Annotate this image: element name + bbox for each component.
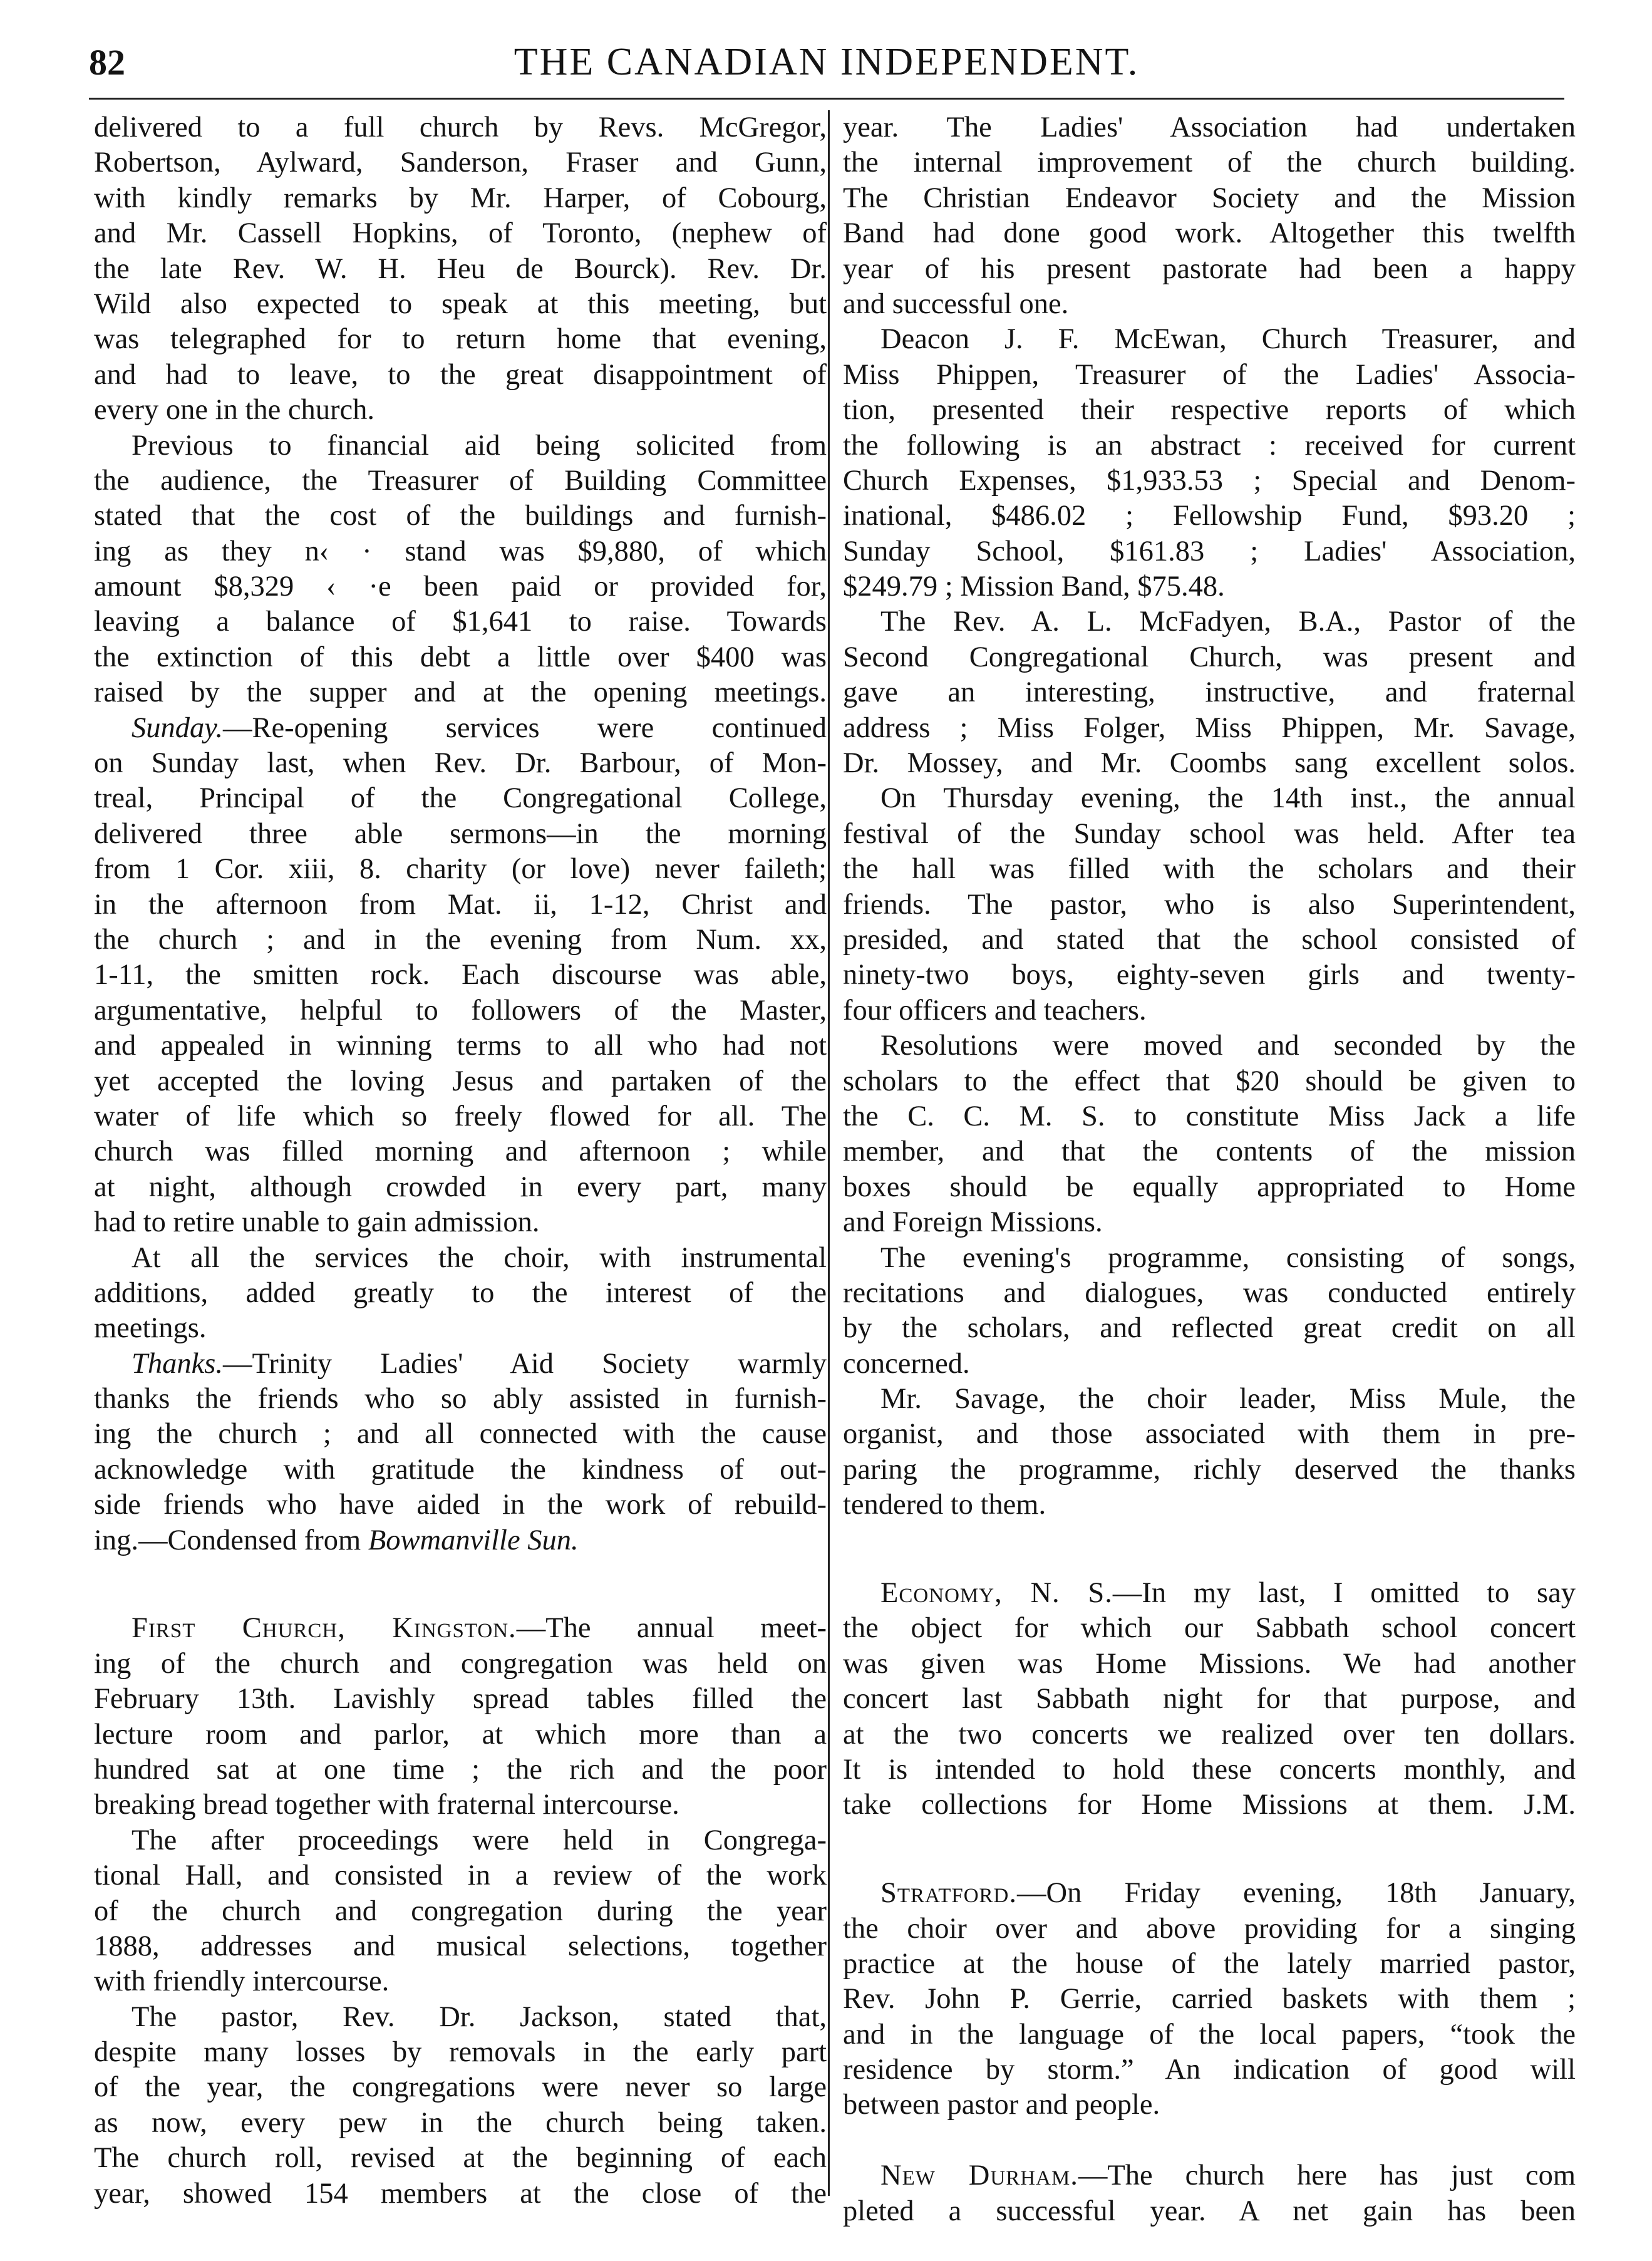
source-citation: Bowmanville Sun. (368, 1524, 579, 1556)
paragraph-first-line (94, 1347, 827, 1382)
section-heading-sunday: Sunday. (132, 711, 223, 744)
text-line: The after proceedings were held in Congrega- (132, 1824, 827, 1856)
text-line: year of his present pastorate had been a happy (843, 252, 1576, 285)
text-line: year. The Ladies' Association had undertaken (843, 111, 1576, 143)
paragraph (843, 1241, 1576, 1382)
text-line: with friendly intercourse. (94, 1965, 390, 1998)
section-gap (94, 1593, 827, 1611)
right-column (843, 110, 1576, 2229)
text-line: gave an interesting, instructive, and fraternal (843, 676, 1576, 709)
text-line: take collections for Home Missions at them. J.M. (843, 1789, 1576, 1821)
text-line: water of life which so freely flowed for all. The (94, 1100, 827, 1132)
text-line: at the two concerts we realized over ten dollars. (843, 1718, 1576, 1751)
paragraph (94, 1647, 827, 1823)
text-line: thanks the friends who so ably assisted in furnish- (94, 1383, 827, 1415)
text-line: the C. C. M. S. to constitute Miss Jack a life (843, 1100, 1576, 1132)
paragraph (843, 1912, 1576, 2123)
paragraph (843, 1611, 1576, 1823)
header-rule (89, 98, 1564, 100)
text-line: of the year, the congregations were never so large (94, 2071, 827, 2104)
text-line: the following is an abstract : received for current (843, 429, 1576, 462)
paragraph (843, 322, 1576, 604)
text-line: Resolutions were moved and seconded by the (880, 1030, 1576, 1062)
text-line: the choir over and above providing for a singing (843, 1912, 1576, 1945)
text-line: Sunday School, $161.83 ; Ladies' Association, (843, 535, 1576, 567)
text-line: at night, although crowded in every part, many (94, 1171, 827, 1203)
text-line: the internal improvement of the church building. (843, 147, 1576, 179)
text-line: every one in the church. (94, 394, 375, 427)
text-line: Church Expenses, $1,933.53 ; Special and Denom- (843, 464, 1576, 497)
paragraph (94, 428, 827, 711)
text-line: and successful one. (843, 287, 1069, 320)
text-line: recitations and dialogues, was conducted entirely (843, 1276, 1576, 1309)
text-line: member, and that the contents of the mission (843, 1136, 1576, 1168)
text-line: ing as they n‹ · stand was $9,880, of which (94, 535, 827, 567)
text-line: scholars to the effect that $20 should be given to (843, 1065, 1576, 1097)
text-line: address ; Miss Folger, Miss Phippen, Mr. Savage, (843, 711, 1576, 744)
paragraph (94, 746, 827, 1240)
text-line: acknowledge with gratitude the kindness of out- (94, 1453, 827, 1486)
paragraph (843, 1382, 1576, 1523)
text-line: On Thursday evening, the 14th inst., the annual (880, 782, 1576, 815)
text-line: yet accepted the loving Jesus and partaken of the (94, 1065, 827, 1097)
text-line: church was filled morning and afternoon ; while (94, 1136, 827, 1168)
paragraph (843, 1028, 1576, 1240)
text-line: by the scholars, and reflected great credit on all (843, 1312, 1576, 1345)
text-line: friends. The pastor, who is also Superintendent, (843, 888, 1576, 921)
text-line: the late Rev. W. H. Heu de Bourck). Rev. Dr. (94, 252, 827, 285)
text-line: The Rev. A. L. McFadyen, B.A., Pastor of the (880, 606, 1576, 638)
text-line: of the church and congregation during the year (94, 1895, 827, 1927)
text-line: ninety-two boys, eighty-seven girls and twenty- (843, 959, 1576, 991)
text-line: Wild also expected to speak at this meeting, but (94, 287, 827, 320)
text-line: Robertson, Aylward, Sanderson, Fraser and Gunn, (94, 147, 827, 179)
text-line: Miss Phippen, Treasurer of the Ladies' Associa- (843, 358, 1576, 391)
section-gap (843, 1823, 1576, 1858)
text-line: concert last Sabbath night for that purpose, and (843, 1683, 1576, 1715)
line-text: —The church here has just com (1078, 2160, 1576, 2192)
paragraph (94, 1823, 827, 2000)
text-line: concerned. (843, 1347, 970, 1380)
text-line: Band had done good work. Altogether this twelfth (843, 217, 1576, 250)
text-line: It is intended to hold these concerts monthly, and (843, 1753, 1576, 1786)
text-line: The Christian Endeavor Society and the Mission (843, 182, 1576, 214)
paragraph (843, 781, 1576, 1028)
column-divider (828, 110, 830, 2196)
text-line: tional Hall, and consisted in a review of the work (94, 1860, 827, 1892)
text-line: Mr. Savage, the choir leader, Miss Mule, the (880, 1383, 1576, 1415)
text-line: 1-11, the smitten rock. Each discourse was able, (94, 959, 827, 991)
text-line: with kindly remarks by Mr. Harper, of Cobourg, (94, 182, 827, 214)
text-line: Dr. Mossey, and Mr. Coombs sang excellent solos. (843, 747, 1576, 780)
text-line: ing the church ; and all connected with the cause (94, 1418, 827, 1451)
section-gap (843, 2123, 1576, 2158)
paragraph-first-line (843, 1876, 1576, 1911)
section-heading-economy: Economy, N. S. (880, 1577, 1113, 1610)
page-number: 82 (89, 42, 125, 83)
line-text: —In my last, I omitted to say (1112, 1577, 1576, 1610)
text-line: treal, Principal of the Congregational College, (94, 782, 827, 815)
text-line: Previous to financial aid being solicited from (132, 429, 827, 462)
text-line: side friends who have aided in the work of rebuild- (94, 1489, 827, 1521)
text-line: delivered three able sermons—in the morning (94, 817, 827, 850)
paragraph-first-line (843, 1576, 1576, 1611)
text-line: organist, and those associated with them in pre- (843, 1418, 1576, 1451)
text-line: inational, $486.02 ; Fellowship Fund, $93.20 ; (843, 500, 1576, 532)
text-line: four officers and teachers. (843, 994, 1147, 1027)
text-line: Deacon J. F. McEwan, Church Treasurer, and (880, 323, 1576, 356)
paragraph-last-line (94, 1523, 827, 1558)
text-line: amount $8,329 ‹ ·e been paid or provided for, (94, 571, 827, 603)
section-heading-first-church-kingston: First Church, Kingston. (132, 1612, 517, 1645)
section-gap (843, 1523, 1576, 1558)
page-header (89, 38, 1564, 88)
text-line: presided, and stated that the school consisted of (843, 923, 1576, 956)
text-line: delivered to a full church by Revs. McGregor, (94, 111, 827, 143)
text-line: despite many losses by removals in the early part (94, 2036, 827, 2069)
paragraph-first-line (843, 2158, 1576, 2193)
text-line: had to retire unable to gain admission. (94, 1206, 540, 1239)
text-line: breaking bread together with fraternal intercourse. (94, 1789, 679, 1821)
text-line: Rev. John P. Gerrie, carried baskets with them ; (843, 1983, 1576, 2015)
text-line: hundred sat at one time ; the rich and the poor (94, 1753, 827, 1786)
text-line: argumentative, helpful to followers of the Master, (94, 994, 827, 1027)
text-line: additions, added greatly to the interest of the (94, 1276, 827, 1309)
paragraph (843, 2194, 1576, 2229)
text-line: The pastor, Rev. Dr. Jackson, stated that, (132, 2000, 827, 2033)
text-line: and Mr. Cassell Hopkins, of Toronto, (nephew of (94, 217, 827, 250)
text-line: The church roll, revised at the beginning of each (94, 2142, 827, 2175)
text-line: as now, every pew in the church being taken. (94, 2106, 827, 2139)
text-line: was telegraphed for to return home that evening, (94, 323, 827, 356)
text-line: meetings. (94, 1312, 207, 1345)
paragraph-first-line (94, 1611, 827, 1646)
text-line: the object for which our Sabbath school concert (843, 1612, 1576, 1645)
line-text: —The annual meet- (516, 1612, 827, 1645)
text-line: lecture room and parlor, at which more than a (94, 1718, 827, 1751)
text-line: boxes should be equally appropriated to Home (843, 1171, 1576, 1203)
text-line: on Sunday last, when Rev. Dr. Barbour, of Mon- (94, 747, 827, 780)
text-line: $249.79 ; Mission Band, $75.48. (843, 571, 1225, 603)
text-line: raised by the supper and at the opening meetings. (94, 676, 827, 709)
text-line: practice at the house of the lately married pastor, (843, 1947, 1576, 1980)
paragraph (94, 110, 827, 428)
text-line: the church ; and in the evening from Num. xx, (94, 923, 827, 956)
line-text: —Re-opening services were continued (222, 711, 827, 744)
paragraph-first-line (94, 711, 827, 746)
line-text: —On Friday evening, 18th January, (1017, 1877, 1576, 1910)
section-gap (843, 1858, 1576, 1876)
text-line: leaving a balance of $1,641 to raise. Towards (94, 606, 827, 638)
section-heading-stratford: Stratford. (880, 1877, 1018, 1910)
text-line: year, showed 154 members at the close of the (94, 2177, 827, 2210)
text-line: the extinction of this debt a little over $400 was (94, 641, 827, 673)
text-line: between pastor and people. (843, 2089, 1160, 2121)
text-line: At all the services the choir, with instrumental (132, 1241, 827, 1274)
line-text: ing.—Condensed from (94, 1524, 368, 1556)
text-line: and in the language of the local papers, “took the (843, 2018, 1576, 2051)
text-line: residence by storm.” An indication of good will (843, 2054, 1576, 2086)
text-line: tion, presented their respective reports of which (843, 394, 1576, 427)
left-column (94, 110, 827, 2212)
section-heading-thanks: Thanks. (132, 1347, 223, 1380)
text-line: February 13th. Lavishly spread tables filled the (94, 1683, 827, 1715)
text-line: 1888, addresses and musical selections, together (94, 1930, 827, 1962)
section-gap (843, 1558, 1576, 1576)
text-line: festival of the Sunday school was held. After tea (843, 817, 1576, 850)
text-line: in the afternoon from Mat. ii, 1-12, Christ and (94, 888, 827, 921)
paragraph (94, 1382, 827, 1523)
journal-title: THE CANADIAN INDEPENDENT. (514, 41, 1140, 83)
section-gap (94, 1558, 827, 1593)
text-line: the audience, the Treasurer of Building Committee (94, 464, 827, 497)
paragraph (94, 2000, 827, 2212)
line-text: —Trinity Ladies' Aid Society warmly (222, 1347, 827, 1380)
paragraph (843, 604, 1576, 781)
text-line: stated that the cost of the buildings and furnish- (94, 500, 827, 532)
text-line: and Foreign Missions. (843, 1206, 1103, 1239)
paragraph (843, 110, 1576, 322)
paragraph (94, 1241, 827, 1347)
text-line: paring the programme, richly deserved the thanks (843, 1453, 1576, 1486)
text-line: was given was Home Missions. We had another (843, 1647, 1576, 1680)
text-line: the hall was filled with the scholars and their (843, 853, 1576, 886)
section-heading-new-durham: New Durham. (880, 2160, 1078, 2192)
text-line: and appealed in winning terms to all who had not (94, 1030, 827, 1062)
text-line: ing of the church and congregation was held on (94, 1647, 827, 1680)
text-line: The evening's programme, consisting of songs, (880, 1241, 1576, 1274)
text-line: pleted a successful year. A net gain has been (843, 2195, 1576, 2227)
text-line: tendered to them. (843, 1489, 1046, 1521)
text-line: and had to leave, to the great disappointment of (94, 358, 827, 391)
text-line: from 1 Cor. xiii, 8. charity (or love) never faileth; (94, 853, 827, 886)
text-line: Second Congregational Church, was present and (843, 641, 1576, 673)
